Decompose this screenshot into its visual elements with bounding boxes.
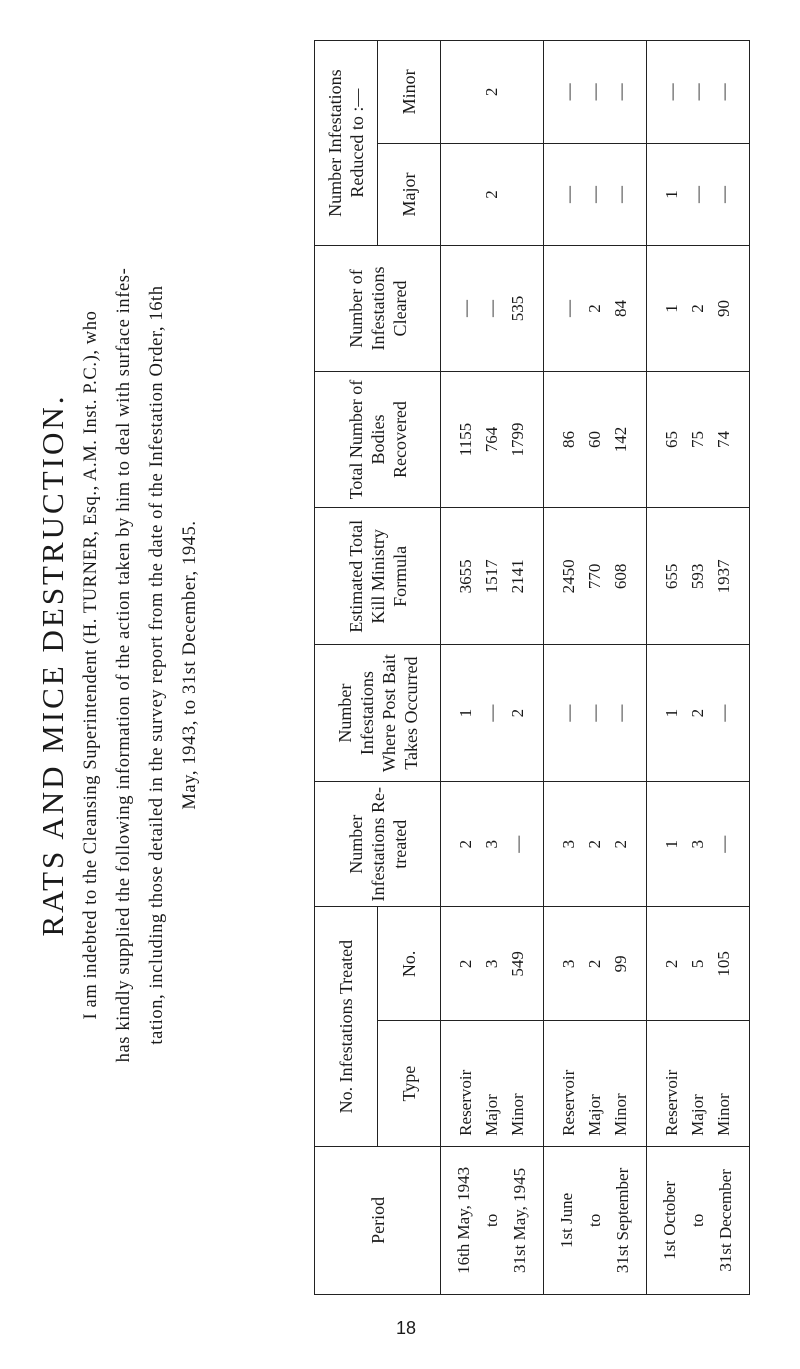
- cell-value: 2: [688, 304, 707, 313]
- type-value: Major: [688, 1094, 707, 1136]
- cell-value: 86: [559, 431, 578, 449]
- type-value: Minor: [714, 1093, 733, 1136]
- cell-value: 770: [585, 563, 604, 590]
- period-to: to: [482, 1213, 501, 1228]
- cell-value: 3: [688, 839, 707, 849]
- cell-value: 5: [688, 959, 707, 969]
- period-start: 1st October: [660, 1180, 679, 1260]
- cell-value: —: [714, 704, 733, 722]
- header-minor: Minor: [378, 41, 441, 144]
- bodies-cell: [544, 371, 647, 508]
- intro-line-2: has kindly supplied the following information of the action taken by him to deal with surface infes-: [114, 267, 134, 1063]
- kill-cell: [544, 508, 647, 645]
- period-cell: [441, 1146, 544, 1294]
- header-major: Major: [378, 143, 441, 246]
- intro-line-1: I am indebted to the Cleansing Superintendent (H. TURNER, Esq., A.M. Inst. P.C.), who: [81, 310, 101, 1020]
- cell-value: 2: [585, 839, 604, 849]
- major-cell: [544, 143, 647, 246]
- cell-value: —: [688, 83, 707, 101]
- cell-value: 3655: [456, 559, 475, 594]
- period-to: to: [585, 1213, 604, 1228]
- kill-cell: [441, 508, 544, 645]
- cell-value: 65: [662, 431, 681, 449]
- cell-value: 2: [611, 839, 630, 849]
- post-bait-cell: [647, 645, 750, 782]
- cell-value: 1799: [508, 422, 527, 457]
- cell-value: 1: [662, 839, 681, 849]
- cell-value: —: [559, 299, 578, 317]
- cell-value: 1: [456, 708, 475, 718]
- header-no: No.: [378, 907, 441, 1021]
- cell-value: 2: [482, 87, 501, 97]
- cleared-cell: [441, 246, 544, 371]
- cell-value: 2: [585, 304, 604, 313]
- cell-value: 3: [482, 839, 501, 849]
- re-treated-cell: [647, 782, 750, 907]
- re-treated-cell: [441, 782, 544, 907]
- cell-value: 105: [714, 951, 733, 977]
- cell-value: 74: [714, 431, 733, 449]
- period-cell: [647, 1146, 750, 1294]
- minor-cell: [647, 41, 750, 144]
- cell-value: 2: [508, 708, 527, 718]
- page-heading: [27, 20, 297, 1310]
- cell-value: —: [611, 83, 630, 101]
- page-title: RATS AND MICE DESTRUCTION.: [35, 393, 70, 937]
- table-row: [647, 41, 750, 1295]
- intro-line-4: May, 1943, to 31st December, 1945.: [180, 520, 200, 810]
- cell-value: 2: [456, 959, 475, 969]
- cell-value: 99: [611, 955, 630, 973]
- cell-value: 764: [482, 426, 501, 453]
- header-cleared: Number of Infestations Cleared: [315, 246, 441, 371]
- cell-value: —: [714, 185, 733, 203]
- cell-value: —: [714, 835, 733, 853]
- period-end: 31st December: [716, 1169, 735, 1272]
- header-period: Period: [315, 1146, 441, 1294]
- period-to: to: [688, 1213, 707, 1228]
- period-start: 1st June: [557, 1192, 576, 1249]
- cell-value: —: [585, 185, 604, 203]
- table-row: [544, 41, 647, 1295]
- type-value: Minor: [611, 1093, 630, 1136]
- no-cell: [647, 907, 750, 1021]
- cell-value: 1517: [482, 559, 501, 594]
- no-cell: [544, 907, 647, 1021]
- major-cell: [441, 143, 544, 246]
- cell-value: 2: [482, 190, 501, 199]
- cell-value: 1: [662, 304, 681, 313]
- header-type: Type: [378, 1021, 441, 1146]
- cell-value: 655: [662, 563, 681, 590]
- cell-value: 2: [688, 708, 707, 718]
- cell-value: 2: [662, 959, 681, 969]
- header-post-bait-takes: Number Infestations Where Post Bait Takes Occurred: [315, 645, 441, 782]
- re-treated-cell: [544, 782, 647, 907]
- cell-value: 2450: [559, 559, 578, 594]
- cell-value: —: [688, 185, 707, 203]
- cell-value: 608: [611, 563, 630, 590]
- header-reduced-to: Number Infestations Reduced to :—: [315, 41, 378, 246]
- cell-value: —: [585, 704, 604, 722]
- period-end: 31st May, 1945: [510, 1167, 529, 1273]
- cell-value: 3: [559, 959, 578, 969]
- header-estimated-kill: Estimated Total Kill Ministry Formula: [315, 508, 441, 645]
- cell-value: —: [482, 704, 501, 722]
- type-cell: [544, 1021, 647, 1146]
- cell-value: 1: [662, 190, 681, 199]
- cell-value: —: [585, 83, 604, 101]
- header-no-infestations-treated: No. Infestations Treated: [315, 907, 378, 1146]
- cell-value: 142: [611, 426, 630, 453]
- cell-value: —: [559, 704, 578, 722]
- cell-value: 84: [611, 299, 630, 317]
- post-bait-cell: [544, 645, 647, 782]
- cell-value: 2141: [508, 559, 527, 594]
- cell-value: —: [611, 704, 630, 722]
- cell-value: 1155: [456, 422, 475, 457]
- kill-cell: [647, 508, 750, 645]
- major-cell: [647, 143, 750, 246]
- cell-value: 3: [482, 959, 501, 969]
- period-cell: [544, 1146, 647, 1294]
- cell-value: 3: [559, 839, 578, 849]
- cell-value: 60: [585, 431, 604, 449]
- destruction-table: [314, 40, 750, 1295]
- cell-value: —: [714, 83, 733, 101]
- cell-value: 549: [508, 951, 527, 977]
- type-cell: [441, 1021, 544, 1146]
- no-cell: [441, 907, 544, 1021]
- cell-value: 90: [714, 299, 733, 317]
- bodies-cell: [441, 371, 544, 508]
- cleared-cell: [647, 246, 750, 371]
- cell-value: —: [559, 83, 578, 101]
- cell-value: —: [508, 835, 527, 853]
- page-number: 18: [395, 1318, 417, 1338]
- cleared-cell: [544, 246, 647, 371]
- cell-value: 1: [662, 708, 681, 718]
- type-value: Reservoir: [559, 1069, 578, 1136]
- type-value: Major: [585, 1094, 604, 1136]
- cell-value: 535: [508, 295, 527, 322]
- cell-value: 1937: [714, 559, 733, 594]
- cell-value: 593: [688, 563, 707, 590]
- period-end: 31st September: [613, 1167, 632, 1274]
- cell-value: 75: [688, 431, 707, 449]
- header-bodies-recovered: Total Number of Bodies Recovered: [315, 371, 441, 508]
- cell-value: 2: [456, 839, 475, 849]
- minor-cell: [544, 41, 647, 144]
- cell-value: —: [456, 299, 475, 317]
- type-value: Reservoir: [662, 1069, 681, 1136]
- period-start: 16th May, 1943: [454, 1166, 473, 1274]
- bodies-cell: [647, 371, 750, 508]
- type-cell: [647, 1021, 750, 1146]
- minor-cell: [441, 41, 544, 144]
- type-value: Minor: [508, 1093, 527, 1136]
- header-re-treated: Number Infestations Re-treated: [315, 782, 441, 907]
- table-row: [441, 41, 544, 1295]
- post-bait-cell: [441, 645, 544, 782]
- cell-value: —: [611, 185, 630, 203]
- intro-paragraph: [75, 20, 207, 1310]
- type-value: Major: [482, 1094, 501, 1136]
- cell-value: 2: [585, 959, 604, 969]
- intro-line-3: tation, including those detailed in the survey report from the date of the Infestation Order, 16th: [147, 285, 167, 1045]
- cell-value: —: [662, 83, 681, 101]
- type-value: Reservoir: [456, 1069, 475, 1136]
- cell-value: —: [482, 299, 501, 317]
- cell-value: —: [559, 185, 578, 203]
